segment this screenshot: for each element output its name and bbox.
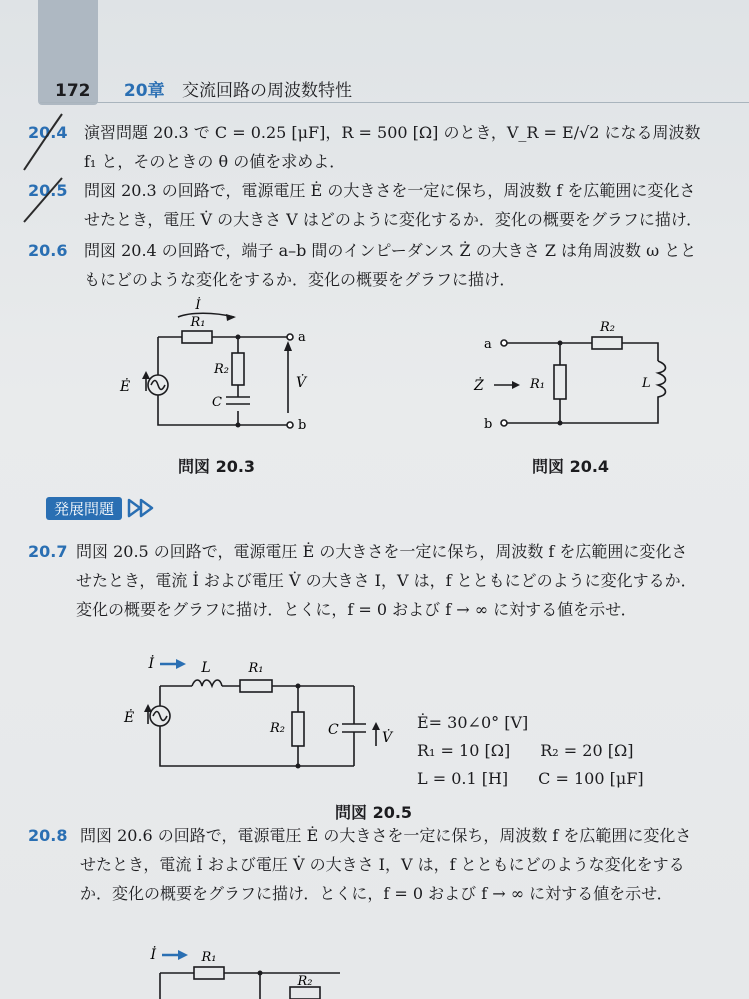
page-header — [55, 76, 352, 101]
problem-text-line: もにどのような変化をするか．変化の概要をグラフに描け． — [84, 270, 516, 289]
current-label: İ — [148, 656, 154, 672]
terminal-a-label: a — [484, 337, 492, 352]
param-r2: R₂ = 20 [Ω] — [540, 741, 634, 760]
problem-text-line: か．変化の概要をグラフに描け．とくに，f = 0 および f → ∞ に対する値を示せ． — [80, 884, 673, 903]
problem-text-line: 問図 20.3 の回路で，電源電圧 Ė の大きさを一定に保ち，周波数 f を広範囲に変化さ — [84, 181, 696, 200]
l-label: L — [201, 660, 211, 676]
problem-number: 20.4 — [28, 123, 68, 142]
r1-label: R₁ — [530, 377, 545, 392]
figure-caption: 問図 20.3 — [178, 457, 256, 476]
header-divider — [40, 102, 749, 103]
v-label: V̇ — [296, 375, 307, 391]
circuit-figure-20-3 — [110, 285, 320, 435]
figure-caption: 問図 20.5 — [335, 803, 413, 822]
handwritten-check-mark — [18, 108, 68, 178]
page-number: 172 — [55, 81, 91, 101]
param-e: Ė= 30∠0° [V] — [417, 713, 529, 732]
r1-label: R₁ — [248, 661, 264, 676]
r1-label: R₁ — [190, 315, 206, 330]
problem-number: 20.8 — [28, 826, 68, 845]
chapter-title: 交流回路の周波数特性 — [181, 81, 352, 101]
double-arrow-icon — [126, 497, 158, 519]
problem-number: 20.6 — [28, 241, 68, 260]
problem-20-5 — [28, 176, 702, 234]
problem-text-line: 問図 20.4 の回路で，端子 a–b 間のインピーダンス Ż の大きさ Z は角周波数 ω とと — [84, 241, 697, 260]
problem-text-line: せたとき，電流 İ および電圧 V̇ の大きさ I，V は，f とともにどのように変化するか． — [76, 571, 697, 590]
problem-text-line: 変化の概要をグラフに描け．とくに，f = 0 および f → ∞ に対する値を示せ． — [76, 600, 637, 619]
problem-20-7 — [28, 537, 697, 624]
current-label: İ — [195, 298, 201, 313]
problem-number: 20.5 — [28, 181, 68, 200]
circuit-figure-20-4 — [470, 315, 680, 440]
terminal-b-label: b — [484, 417, 493, 432]
param-r1: R₁ = 10 [Ω] — [417, 741, 511, 760]
circuit-figure-20-6-partial — [120, 935, 360, 999]
problem-text-line: f₁ と，そのときの θ の値を求めよ． — [84, 152, 346, 171]
param-c: C = 100 [μF] — [538, 769, 644, 788]
problem-text-line: せたとき，電流 İ および電圧 V̇ の大きさ I，V は，f とともにどのような変化をする — [80, 855, 685, 874]
param-l: L = 0.1 [H] — [417, 769, 509, 788]
advanced-problems-badge: 発展問題 — [46, 497, 122, 520]
v-label: V̇ — [382, 730, 393, 746]
chapter-number: 20章 — [123, 81, 165, 101]
c-label: C — [328, 722, 339, 738]
problem-20-8 — [28, 821, 691, 908]
r2-label: R₂ — [600, 320, 615, 335]
r2-label: R₂ — [297, 974, 313, 989]
problem-20-4 — [28, 118, 701, 176]
figure-caption: 問図 20.4 — [532, 457, 610, 476]
circuit-figure-20-5 — [118, 648, 408, 778]
problem-text-line: 演習問題 20.3 で C = 0.25 [μF]，R = 500 [Ω] のとき，V_R = E/√2 になる周波数 — [84, 123, 701, 142]
e-label: Ė — [124, 710, 135, 726]
problem-text-line: せたとき，電圧 V̇ の大きさ V はどのように変化するか．変化の概要をグラフに描け． — [84, 210, 703, 229]
e-label: Ė — [120, 379, 131, 395]
circuit-parameters — [417, 709, 644, 793]
problem-text-line: 問図 20.6 の回路で，電源電圧 Ė の大きさを一定に保ち，周波数 f を広範囲に変化さ — [80, 826, 692, 845]
l-label: L — [642, 376, 651, 391]
terminal-a-label: a — [298, 330, 306, 345]
problem-number: 20.7 — [28, 542, 68, 561]
c-label: C — [212, 395, 222, 410]
r2-label: R₂ — [214, 362, 229, 377]
terminal-b-label: b — [298, 418, 307, 433]
handwritten-check-mark — [18, 172, 68, 228]
problem-text-line: 問図 20.5 の回路で，電源電圧 Ė の大きさを一定に保ち，周波数 f を広範囲に変化さ — [76, 542, 688, 561]
r1-label: R₁ — [201, 950, 217, 965]
current-label: İ — [150, 947, 156, 963]
r2-label: R₂ — [270, 721, 285, 736]
impedance-label: Ż — [474, 378, 484, 394]
